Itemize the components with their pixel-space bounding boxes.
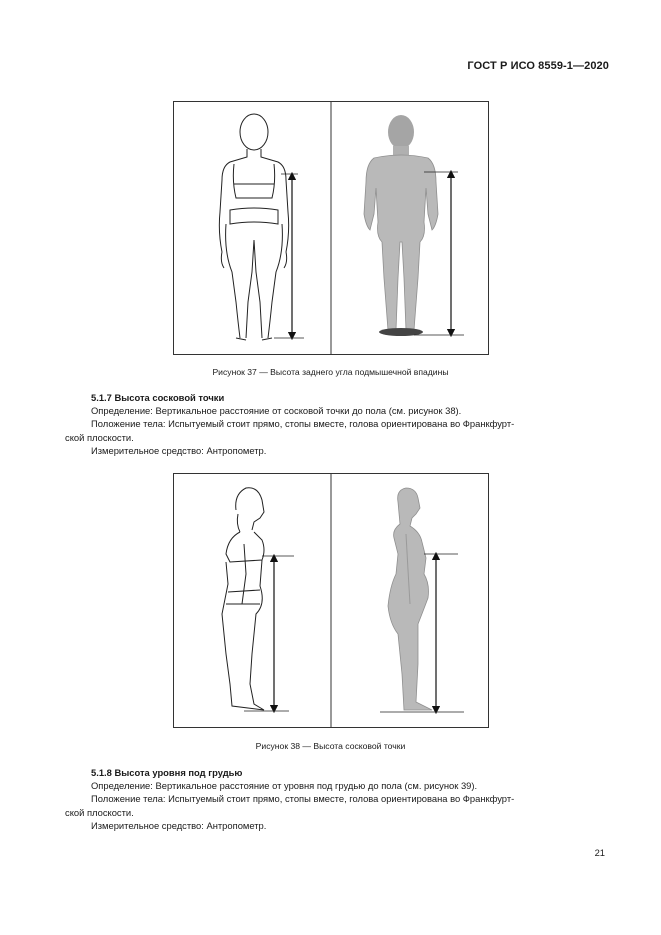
- body-position-text-cont: ской плоскости.: [65, 431, 134, 443]
- section-heading: 5.1.7 Высота сосковой точки: [91, 392, 225, 403]
- body-position-text: Положение тела: Испытуемый стоит прямо, стопы вместе, голова ориентирована во Франкфурт-: [91, 418, 515, 430]
- body-position-text: Положение тела: Испытуемый стоит прямо, стопы вместе, голова ориентирована во Франкфурт-: [91, 793, 515, 805]
- scan-figure-side: [388, 488, 432, 710]
- figure-38-illustration: [174, 474, 488, 727]
- page-number: 21: [594, 847, 605, 858]
- scan-figure-back: [364, 115, 438, 336]
- definition-text: Определение: Вертикальное расстояние от уровня под грудью до пола (см. рисунок 39).: [91, 780, 478, 792]
- body-position-text-cont: ской плоскости.: [65, 806, 134, 818]
- section-heading: 5.1.8 Высота уровня под грудью: [91, 767, 243, 778]
- section-5-1-7: [65, 391, 611, 457]
- figure-37-illustration: [174, 102, 488, 354]
- figure-37: [173, 101, 489, 355]
- instrument-text: Измерительное средство: Антропометр.: [91, 819, 267, 831]
- figure-37-caption: Рисунок 37 — Высота заднего угла подмышечной впадины: [212, 367, 449, 377]
- section-5-1-8: [65, 766, 611, 832]
- outline-figure-side: [222, 488, 264, 710]
- instrument-text: Измерительное средство: Антропометр.: [91, 444, 267, 456]
- document-header: ГОСТ Р ИСО 8559-1—2020: [467, 60, 609, 72]
- definition-text: Определение: Вертикальное расстояние от сосковой точки до пола (см. рисунок 38).: [91, 405, 462, 417]
- outline-figure-back: [219, 114, 288, 340]
- figure-38-caption: Рисунок 38 — Высота сосковой точки: [255, 741, 406, 751]
- figure-38: [173, 473, 489, 728]
